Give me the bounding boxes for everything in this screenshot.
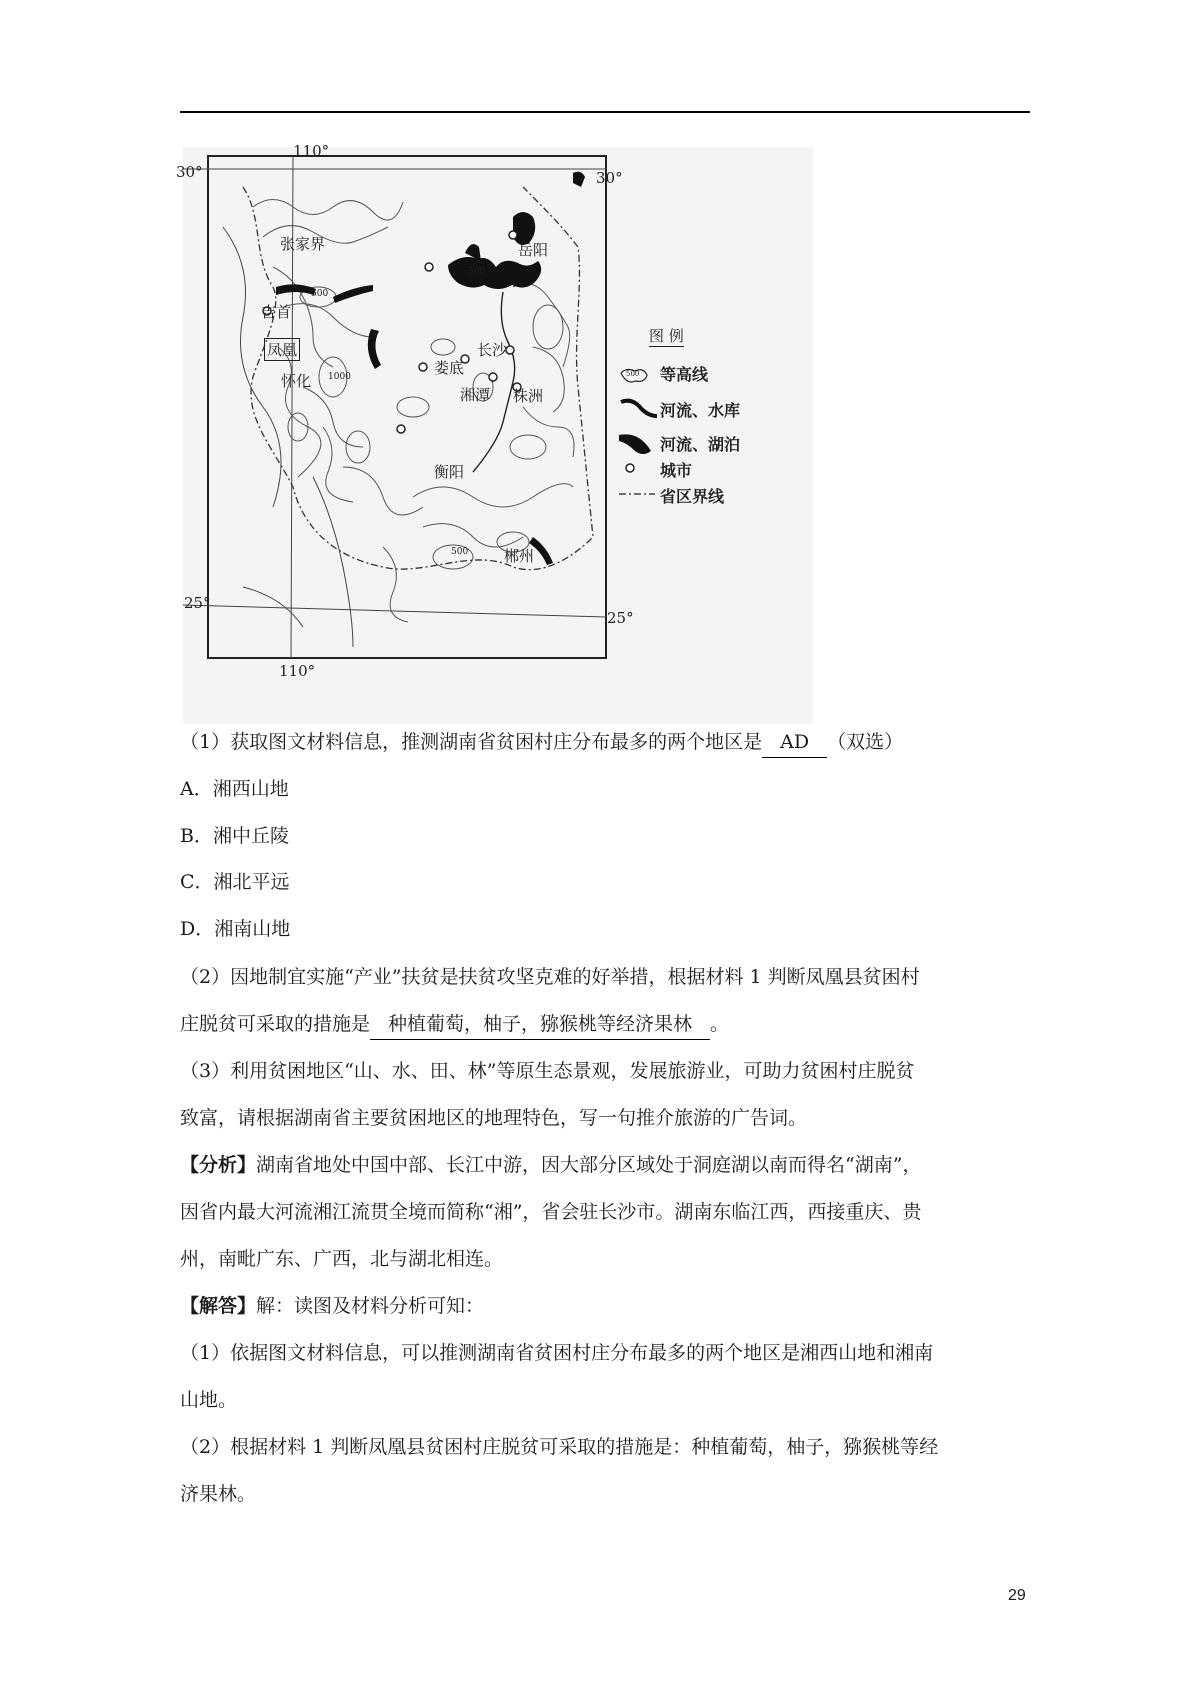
contour-value: 500 bbox=[468, 267, 486, 277]
contour-value: 500 bbox=[311, 289, 329, 299]
city-label-huaihua: 怀化 bbox=[281, 372, 312, 390]
hunan-topographic-map bbox=[176, 142, 813, 724]
analysis-label: 【分析】 bbox=[180, 1154, 257, 1176]
city-label-zhangjiajie: 张家界 bbox=[280, 235, 326, 253]
map-lon-bottom-label: 110° bbox=[279, 662, 316, 680]
question-2-line-1: （2）因地制宜实施“产业”扶贫是扶贫攻坚克难的好举措，根据材料 1 判断凤凰县贫困村 bbox=[180, 966, 920, 988]
legend-item-contour: 等高线 bbox=[660, 365, 709, 384]
analysis-text: 湖南省地处中国中部、长江中游，因大部分区域处于洞庭湖以南而得名“湖南”， bbox=[256, 1154, 922, 1176]
question-2-suffix: 。 bbox=[710, 1013, 730, 1035]
map-lat-bottom-right-label: 25° bbox=[607, 609, 634, 627]
city-label-loudi: 娄底 bbox=[434, 359, 465, 377]
question-2-answer: 种植葡萄，柚子，猕猴桃等经济果林 bbox=[370, 1009, 710, 1040]
legend-item-river-reservoir: 河流、水库 bbox=[660, 401, 741, 420]
solution-2-line-1: （2）根据材料 1 判断凤凰县贫困村庄脱贫可采取的措施是：种植葡萄，柚子，猕猴桃等经 bbox=[180, 1436, 939, 1458]
city-label-hengyang: 衡阳 bbox=[434, 463, 465, 481]
city-label-xiangtan: 湘潭 bbox=[460, 386, 491, 404]
option-c: C．湘北平远 bbox=[180, 871, 290, 893]
legend-title: 图 例 bbox=[649, 327, 684, 345]
question-1-answer: AD bbox=[762, 727, 827, 758]
question-3-line-2: 致富，请根据湖南省主要贫困地区的地理特色，写一句推介旅游的广告词。 bbox=[180, 1107, 808, 1129]
map-lat-bottom-left-label: 25° bbox=[184, 594, 211, 612]
city-label-yueyang: 岳阳 bbox=[518, 241, 549, 259]
question-1 bbox=[180, 727, 1030, 758]
solution-intro bbox=[180, 1291, 1030, 1321]
city-label-chenzhou: 郴州 bbox=[504, 547, 535, 565]
city-label-zhuzhou: 株洲 bbox=[513, 387, 544, 405]
option-d: D．湘南山地 bbox=[180, 918, 291, 940]
analysis-line-2: 因省内最大河流湘江流贯全境而简称“湘”，省会驻长沙市。湖南东临江西，西接重庆、贵 bbox=[180, 1201, 922, 1223]
solution-label: 【解答】 bbox=[180, 1295, 257, 1317]
option-a: A．湘西山地 bbox=[180, 778, 289, 800]
map-lat-top-right-label: 30° bbox=[596, 169, 623, 187]
legend-item-city: 城市 bbox=[660, 461, 693, 480]
header-rule bbox=[180, 111, 1030, 113]
solution-1-line-1: （1）依据图文材料信息，可以推测湖南省贫困村庄分布最多的两个地区是湘西山地和湘南 bbox=[180, 1342, 934, 1364]
contour-value: 1000 bbox=[328, 372, 351, 382]
question-2-line-2 bbox=[180, 1009, 1030, 1040]
city-label-fenghuang: 凤凰 bbox=[264, 338, 300, 361]
question-1-text: （1）获取图文材料信息，推测湖南省贫困村庄分布最多的两个地区是 bbox=[180, 731, 763, 753]
page-number: 29 bbox=[1008, 1587, 1026, 1604]
solution-2-line-2: 济果林。 bbox=[180, 1483, 257, 1505]
legend-item-river-lake: 河流、湖泊 bbox=[660, 435, 741, 454]
legend-item-boundary: 省区界线 bbox=[660, 487, 725, 506]
option-b: B．湘中丘陵 bbox=[180, 825, 289, 847]
city-label-jishou: 吉首 bbox=[261, 303, 292, 321]
analysis-line-3: 州，南毗广东、广西，北与湖北相连。 bbox=[180, 1248, 504, 1270]
question-3-line-1: （3）利用贫困地区“山、水、田、林”等原生态景观，发展旅游业，可助力贫困村庄脱贫 bbox=[180, 1060, 915, 1082]
map-lat-top-left-label: 30° bbox=[176, 163, 203, 181]
legend-contour-sample-value: 500 bbox=[626, 370, 640, 378]
city-label-changsha: 长沙 bbox=[477, 341, 508, 359]
contour-value: 500 bbox=[451, 547, 469, 557]
map-lon-top-label: 110° bbox=[293, 142, 330, 160]
question-2-text: 庄脱贫可采取的措施是 bbox=[180, 1013, 371, 1035]
analysis-line-1 bbox=[180, 1150, 1030, 1180]
solution-intro-text: 解：读图及材料分析可知： bbox=[256, 1295, 485, 1317]
question-1-suffix: （双选） bbox=[827, 731, 904, 753]
solution-1-line-2: 山地。 bbox=[180, 1389, 238, 1411]
